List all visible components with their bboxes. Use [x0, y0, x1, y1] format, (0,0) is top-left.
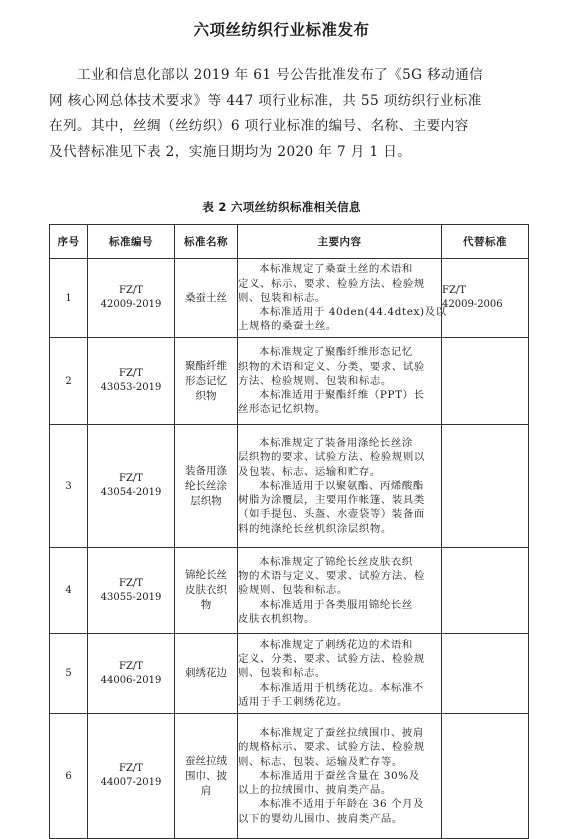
table-row [50, 338, 529, 425]
cell-seq: 1 [50, 259, 88, 338]
name-line: 层织物 [190, 494, 222, 507]
cell-code [88, 259, 175, 338]
content-line: 本标准规定了蚕丝拉绒围巾、披肩 [259, 726, 424, 739]
name-line: 围巾、披 [185, 769, 227, 782]
content-line: 以下的婴幼儿围巾、披肩类产品。 [238, 812, 403, 825]
table-caption: 表 2 六项丝纺织标准相关信息 [202, 200, 361, 214]
code-line: 44006-2019 [100, 674, 162, 686]
table-header-row [50, 225, 529, 259]
content-paragraph [238, 638, 441, 681]
content-line: 适用于手工刺绣花边。 [238, 695, 348, 708]
table-row [50, 259, 529, 338]
page-title: 六项丝纺织行业标准发布 [193, 21, 370, 39]
code-line: FZ/T [119, 368, 143, 379]
cell-content [238, 259, 447, 338]
cell-replaces [442, 714, 529, 839]
cell-replaces [442, 259, 529, 338]
content-paragraph [238, 726, 441, 769]
content-line: 上规格的桑蚕土丝。 [238, 320, 337, 333]
cell-name [175, 634, 238, 714]
paragraph-line: 在列。其中，丝绸（丝纺织）6 项行业标准的编号、名称、主要内容 [49, 118, 469, 134]
content-line: 织物的术语和定义、分类、要求、试验 [238, 360, 425, 373]
name-line: 肩 [200, 784, 212, 797]
content-paragraph [238, 345, 441, 388]
content-paragraph [238, 681, 441, 710]
content-line: （如手提包、头盔、水壶袋等）装备面 [238, 508, 425, 521]
table-row [50, 634, 529, 714]
cell-seq: 6 [50, 714, 88, 839]
code-line: 44007-2019 [100, 777, 162, 788]
cell-code [88, 634, 175, 714]
content-line: 丝形态记忆织物。 [238, 403, 326, 416]
content-line: 以上的拉绒围巾、披肩类产品。 [238, 784, 392, 797]
cell-name [175, 259, 238, 338]
content-line: 本标准适用于聚酯纤维（PPT）长 [259, 389, 425, 402]
content-paragraph [238, 436, 441, 479]
name-line: 纶长丝涂 [185, 479, 227, 492]
code-line: FZ/T [119, 473, 143, 484]
content-line: 本标准规定了桑蚕土丝的术语和 [259, 263, 413, 276]
code-line: 43053-2019 [100, 382, 162, 393]
content-line: 方法、检验规则、包装和标志。 [238, 374, 392, 387]
table-row [50, 425, 529, 548]
cell-replaces [442, 634, 529, 714]
cell-content [238, 425, 442, 548]
cell-replaces [442, 548, 529, 634]
cell-name [175, 425, 238, 548]
code-line: FZ/T [119, 660, 143, 672]
content-paragraph [238, 262, 441, 305]
content-line: 本标准规定了装备用涤纶长丝涂 [259, 436, 413, 449]
content-line: 树脂为涂覆层，主要用作帐篷、装具类 [238, 494, 425, 507]
content-line: 及包装、标志、运输和贮存。 [238, 465, 381, 478]
content-paragraph [238, 388, 441, 417]
cell-seq: 3 [50, 425, 88, 548]
name-line: 刺绣花边 [185, 667, 227, 679]
cell-code [88, 425, 175, 548]
code-line: 42009-2019 [100, 299, 162, 310]
content-line: 层织物的要求、试验方法、检验规则以 [238, 451, 425, 464]
content-line: 本标准规定了刺绣花边的术语和 [259, 638, 413, 651]
name-line: 皮肤衣织 [185, 584, 227, 596]
cell-replaces [442, 425, 529, 548]
header-code: 标准编号 [88, 225, 175, 259]
intro-paragraph [49, 63, 519, 165]
name-line: 形态记忆 [185, 374, 227, 387]
standards-table [49, 224, 529, 839]
paragraph-line: 网 核心网总体技术要求》等 447 项行业标准，共 55 项纺织行业标准 [49, 92, 482, 109]
content-line: 本标准适用于 40den(44.4dtex)及以 [259, 306, 447, 319]
cell-code [88, 548, 175, 634]
cell-name [175, 338, 238, 425]
cell-seq: 2 [50, 338, 88, 425]
cell-name [175, 714, 238, 839]
content-paragraph [238, 555, 441, 598]
paragraph-line: 及代替标准见下表 2，实施日期均为 2020 年 7 月 1 日。 [49, 143, 412, 160]
content-line: 定义、标示、要求、检验方法、检验规 [238, 277, 425, 290]
header-content: 主要内容 [238, 225, 442, 259]
content-line: 本标准适用于各类服用锦纶长丝 [259, 598, 413, 611]
content-line: 本标准规定了锦纶长丝皮肤衣织 [259, 555, 413, 568]
cell-seq: 4 [50, 548, 88, 634]
cell-content [238, 714, 442, 839]
replaces-line: 42009-2006 [442, 299, 503, 310]
code-line: FZ/T [119, 285, 143, 296]
cell-name [175, 548, 238, 634]
content-line: 则、标志、包装、运输及贮存等。 [238, 755, 403, 768]
content-line: 本标准适用于以聚氨酯、丙烯酸酯 [259, 479, 424, 492]
cell-code [88, 714, 175, 839]
cell-content [238, 548, 442, 634]
content-line: 本标准适用于蚕丝含量在 30%及 [259, 769, 420, 782]
cell-seq: 5 [50, 634, 88, 714]
cell-replaces [442, 338, 529, 425]
name-line: 桑蚕土丝 [185, 291, 227, 304]
name-line: 装备用涤 [185, 464, 227, 477]
content-line: 料的纯涤纶长丝机织涂层织物。 [238, 522, 392, 535]
content-paragraph [238, 769, 441, 798]
content-line: 验规则、包装和标志。 [238, 584, 348, 597]
table-row [50, 714, 529, 839]
code-line: FZ/T [119, 577, 143, 589]
table-row [50, 548, 529, 634]
content-line: 皮肤衣机织物。 [238, 612, 315, 625]
header-name: 标准名称 [175, 225, 238, 259]
content-line: 的规格标示、要求、试验方法、检验规 [238, 741, 425, 754]
header-seq: 序号 [50, 225, 88, 259]
content-line: 则、包装和标志。 [238, 291, 326, 304]
header-replaces: 代替标准 [442, 225, 529, 259]
name-line: 织物 [195, 389, 217, 402]
content-line: 本标准适用于机绣花边。本标准不 [259, 681, 424, 694]
paragraph-line: 工业和信息化部以 2019 年 61 号公告批准发布了《5G 移动通信 [77, 67, 484, 83]
content-line: 定义、分类、要求、试验方法、检验规 [238, 653, 425, 666]
content-line: 物的术语与定义、要求、试验方法、检 [238, 570, 425, 583]
name-line: 聚酯纤维 [185, 359, 227, 372]
cell-content [238, 338, 442, 425]
code-line: 43054-2019 [100, 487, 162, 498]
content-paragraph [238, 305, 447, 334]
content-line: 本标准不适用于年龄在 36 个月及 [259, 798, 425, 811]
name-line: 蚕丝拉绒 [185, 754, 227, 767]
content-paragraph [238, 598, 441, 627]
name-line: 物 [200, 599, 212, 611]
replaces-line: FZ/T [442, 285, 466, 296]
cell-code [88, 338, 175, 425]
content-line: 本标准规定了聚酯纤维形态记忆 [259, 346, 413, 359]
name-line: 锦纶长丝 [185, 569, 227, 581]
code-line: 43055-2019 [100, 591, 162, 603]
content-line: 则、包装和标志。 [238, 667, 326, 680]
content-paragraph [238, 479, 441, 536]
code-line: FZ/T [119, 763, 143, 774]
cell-content [238, 634, 442, 714]
